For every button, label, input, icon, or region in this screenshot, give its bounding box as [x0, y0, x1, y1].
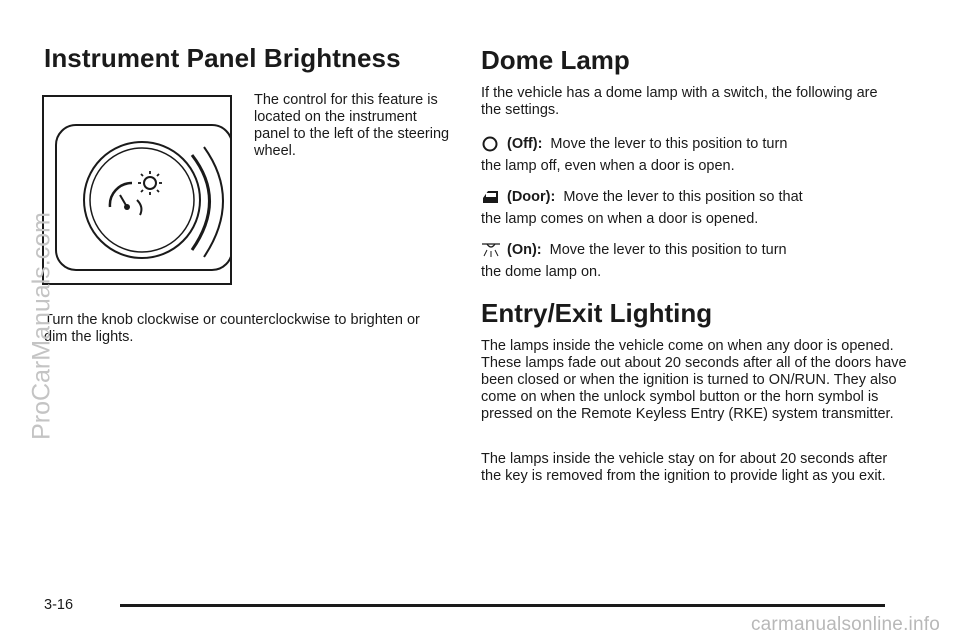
- entry-exit-paragraph-2: The lamps inside the vehicle stay on for about 20 seconds after the key is removed from the ignition to provide light as you exit.: [481, 451, 888, 485]
- setting-label: (Off):: [507, 136, 543, 152]
- setting-text-continued: the lamp off, even when a door is open.: [481, 158, 735, 174]
- dome-setting-on: [481, 239, 891, 283]
- knob-location-text: The control for this feature is located on the instrument panel to the left of the steering wheel.: [254, 92, 450, 159]
- dome-lamp-on-icon: [481, 241, 501, 259]
- site-footer-link[interactable]: carmanualsonline.info: [750, 614, 940, 635]
- watermark-text: ProCarManuals.com: [27, 212, 56, 440]
- setting-text: Move the lever to this position to turn: [549, 242, 787, 258]
- setting-label: (On):: [507, 242, 542, 258]
- entry-exit-paragraph-1: The lamps inside the vehicle come on when any door is opened. These lamps fade out about 20 seconds after all of the doors have been closed or when the ignition is turned to ON/RUN. They also come on when the unlock symbol button or the horn symbol is pressed on the Remote Keyless Entry (RKE) system transmitter.: [481, 338, 907, 423]
- door-icon: [481, 188, 501, 206]
- left-column: [44, 40, 444, 76]
- dome-setting-door: [481, 186, 891, 230]
- brightness-knob-illustration: [42, 95, 232, 285]
- page-number: 3-16: [44, 597, 74, 613]
- setting-text-continued: the dome lamp on.: [481, 264, 602, 280]
- setting-text-continued: the lamp comes on when a door is opened.: [481, 211, 759, 227]
- setting-label: (Door):: [507, 189, 556, 205]
- dome-lamp-intro: If the vehicle has a dome lamp with a switch, the following are the settings.: [481, 85, 878, 118]
- footer-rule: [120, 604, 885, 607]
- section-title-entry-exit-lighting: Entry/Exit Lighting: [481, 298, 713, 328]
- section-title-dome-lamp: Dome Lamp: [481, 45, 630, 75]
- section-title-instrument-panel-brightness: Instrument Panel Brightness: [44, 43, 401, 73]
- brightness-knob-icon: [42, 95, 232, 285]
- setting-text: Move the lever to this position so that: [563, 189, 803, 205]
- setting-text: Move the lever to this position to turn: [550, 136, 788, 152]
- off-circle-icon: [481, 135, 501, 153]
- knob-usage-text: Turn the knob clockwise or counterclockwise to brighten or dim the lights.: [44, 312, 420, 345]
- dome-setting-off: [481, 133, 891, 177]
